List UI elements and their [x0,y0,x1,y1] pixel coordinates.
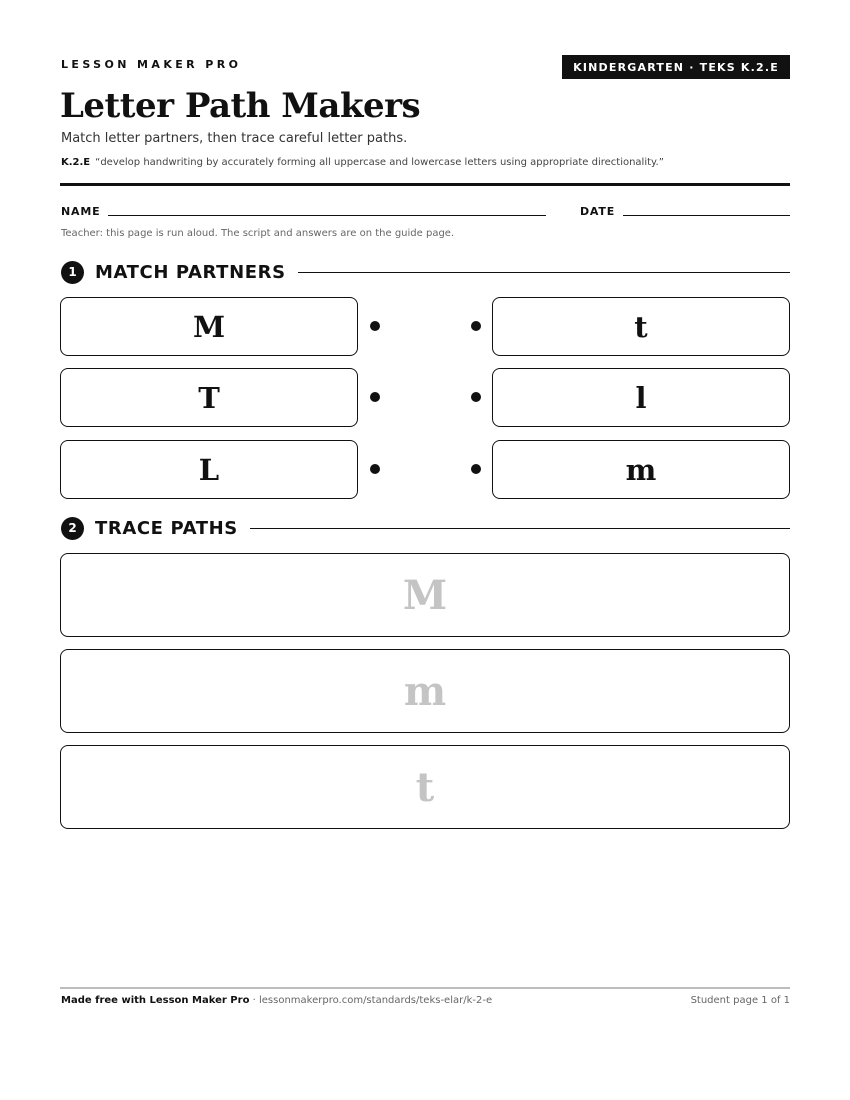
match-right-dot[interactable] [471,464,481,474]
name-field[interactable] [108,215,546,216]
footer-made-with: Made free with Lesson Maker Pro [61,995,250,1006]
match-left-card: L [60,440,358,499]
date-field[interactable] [623,215,790,216]
match-right-dot[interactable] [471,392,481,402]
match-right-card: m [492,440,790,499]
trace-box[interactable] [60,553,790,637]
footer-credit [61,995,492,1006]
match-right-dot[interactable] [471,321,481,331]
trace-box[interactable] [60,745,790,829]
match-left-dot[interactable] [370,392,380,402]
match-right-card: t [492,297,790,356]
brand-name: LESSON MAKER PRO [61,58,242,71]
name-label: NAME [61,205,101,218]
match-right-card: l [492,368,790,427]
page-subtitle: Match letter partners, then trace careful letter paths. [61,131,408,146]
footer-divider [60,987,790,989]
section-number-badge: 1 [61,261,84,284]
section-title: MATCH PARTNERS [95,261,286,283]
trace-letter: t [415,763,435,811]
standard-code: K.2.E [61,157,91,168]
section-match-header [61,260,790,284]
header-divider [60,183,790,186]
section-rule [250,528,790,529]
match-left-dot[interactable] [370,464,380,474]
footer-url: · lessonmakerpro.com/standards/teks-elar/k-2-e [249,995,493,1006]
trace-box[interactable] [60,649,790,733]
standard-statement [61,157,664,168]
match-left-dot[interactable] [370,321,380,331]
section-title: TRACE PATHS [95,517,238,539]
page-title: Letter Path Makers [60,86,421,126]
section-trace-header [61,516,790,540]
trace-letter: m [403,667,447,715]
footer-page-number: Student page 1 of 1 [690,995,790,1006]
standard-text: “develop handwriting by accurately forming all uppercase and lowercase letters using appropriate directionality.” [95,157,664,168]
grade-standard-badge: KINDERGARTEN · TEKS K.2.E [562,55,790,79]
teacher-note: Teacher: this page is run aloud. The script and answers are on the guide page. [61,228,455,239]
date-label: DATE [580,205,616,218]
match-left-card: T [60,368,358,427]
match-left-card: M [60,297,358,356]
trace-letter: M [402,571,448,619]
section-number-badge: 2 [61,517,84,540]
section-rule [298,272,790,273]
